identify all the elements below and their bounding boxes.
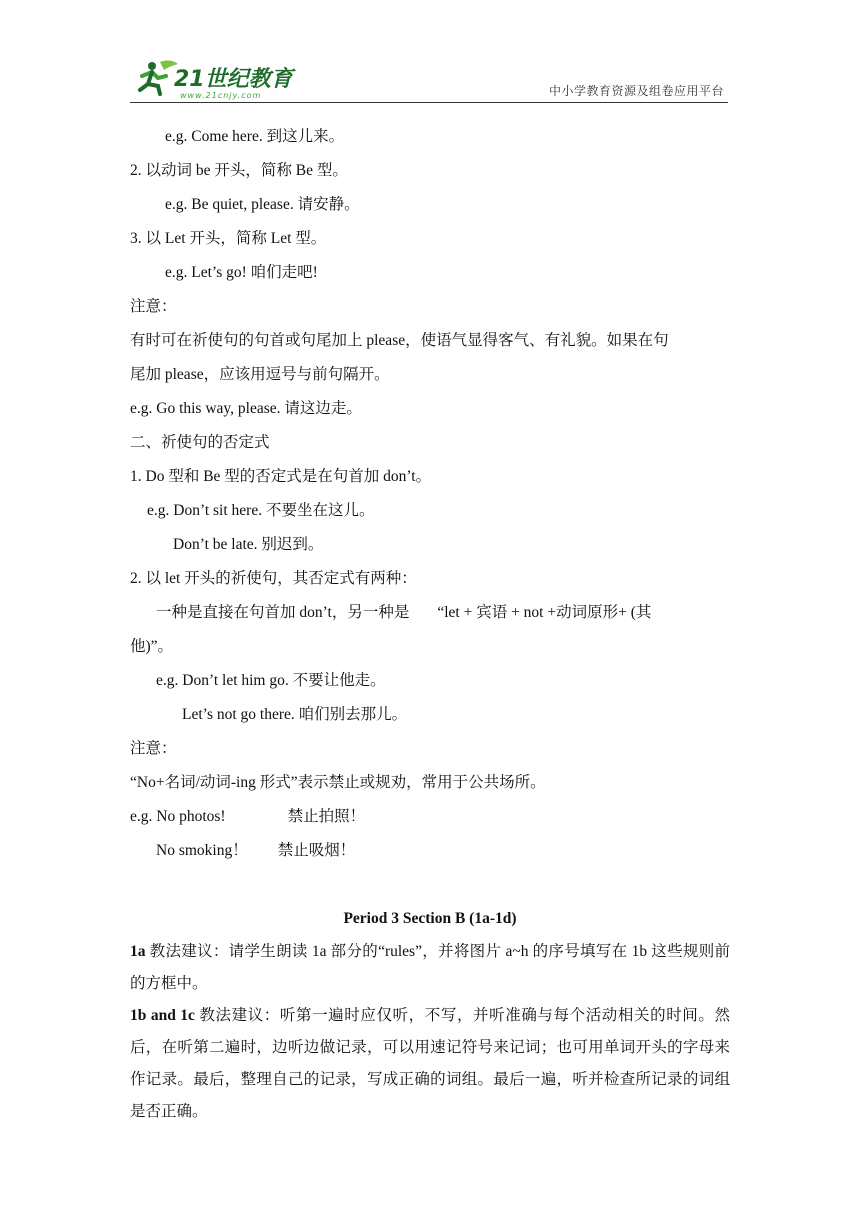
tip-text: 教法建议：请学生朗读 1a 部分的“rules”，并将图片 a~h 的序号填写在 1b 这些规则前的方框中。 bbox=[130, 943, 730, 992]
example-chinese: 禁止吸烟！ bbox=[277, 842, 356, 859]
rule-item: 2. 以 let 开头的祈使句，其否定式有两种： bbox=[130, 570, 417, 587]
rule-text: 他)”。 bbox=[130, 638, 174, 655]
logo-icon bbox=[130, 56, 300, 100]
document-body bbox=[130, 120, 730, 1128]
note-heading: 注意： bbox=[130, 298, 177, 315]
example-line: e.g. Let’s go! 咱们走吧! bbox=[165, 264, 318, 281]
example-line bbox=[130, 800, 730, 834]
example-chinese: 禁止拍照！ bbox=[287, 808, 366, 825]
logo-main-text: 21世纪教育 bbox=[174, 67, 293, 92]
example-line: e.g. Come here. 到这儿来。 bbox=[165, 128, 345, 145]
note-text: “No+名词/动词-ing 形式”表示禁止或规劝，常用于公共场所。 bbox=[130, 774, 546, 791]
tip-label: 1a bbox=[130, 943, 146, 960]
section-heading: 二、祈使句的否定式 bbox=[130, 434, 270, 451]
example-english: e.g. No photos! bbox=[130, 808, 226, 825]
example-line: Let’s not go there. 咱们别去那儿。 bbox=[182, 706, 408, 723]
rule-text-part2: “let + 宾语 + not +动词原形+ (其 bbox=[437, 604, 652, 621]
section-title: Period 3 Section B (1a-1d) bbox=[343, 910, 517, 927]
example-english: No smoking！ bbox=[156, 842, 248, 859]
logo bbox=[130, 56, 300, 100]
example-line: e.g. Don’t let him go. 不要让他走。 bbox=[156, 672, 386, 689]
teaching-tip-1a bbox=[130, 936, 730, 1000]
example-line: e.g. Be quiet, please. 请安静。 bbox=[165, 196, 360, 213]
rule-item: 1. Do 型和 Be 型的否定式是在句首加 don’t。 bbox=[130, 468, 432, 485]
note-text: 尾加 please，应该用逗号与前句隔开。 bbox=[130, 366, 390, 383]
note-text: 有时可在祈使句的句首或句尾加上 please，使语气显得客气、有礼貌。如果在句 bbox=[130, 332, 669, 349]
rule-item: 3. 以 Let 开头，简称 Let 型。 bbox=[130, 230, 327, 247]
note-heading: 注意： bbox=[130, 740, 177, 757]
rule-item: 2. 以动词 be 开头，简称 Be 型。 bbox=[130, 162, 348, 179]
example-line bbox=[130, 834, 730, 868]
tip-text: 教法建议：听第一遍时应仅听，不写，并听准确与每个活动相关的时间。然后，在听第二遍时，边听边做记录，可以用速记符号来记词；也可用单词开头的字母来作记录。最后，整理自己的记录，写成正确的词组。最后一遍，听并检查所记录的词组是否正确。 bbox=[130, 1007, 730, 1120]
platform-label: 中小学教育资源及组卷应用平台 bbox=[548, 84, 724, 98]
page-header bbox=[130, 52, 728, 103]
example-line: e.g. Go this way, please. 请这边走。 bbox=[130, 400, 362, 417]
example-line: Don’t be late. 别迟到。 bbox=[173, 536, 324, 553]
logo-url-text: www.21cnjy.com bbox=[180, 91, 262, 100]
teaching-tip-1b-1c bbox=[130, 1000, 730, 1128]
tip-label: 1b and 1c bbox=[130, 1007, 195, 1024]
rule-text-part1: 一种是直接在句首加 don’t，另一种是 bbox=[156, 604, 410, 621]
example-line: e.g. Don’t sit here. 不要坐在这儿。 bbox=[147, 502, 375, 519]
rule-text bbox=[130, 596, 730, 630]
